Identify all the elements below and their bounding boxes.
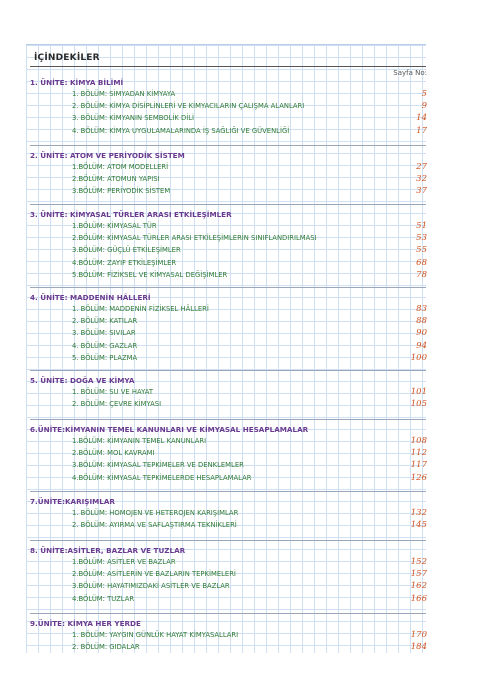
chapter-title: HOMOJEN VE HETEROJEN KARIŞIMLAR bbox=[109, 509, 239, 517]
unit-separator bbox=[30, 145, 426, 146]
chapter-page-number: 112 bbox=[410, 448, 427, 459]
chapter-row[interactable] bbox=[72, 245, 427, 255]
chapter-row[interactable] bbox=[72, 186, 427, 196]
chapter-label bbox=[72, 329, 136, 337]
chapter-title: GAZLAR bbox=[109, 341, 138, 350]
chapter-title: KİMYASAL TEPKİMELERDE HESAPLAMALAR bbox=[107, 473, 252, 482]
chapter-title: YAYGIN GÜNLÜK HAYAT KİMYASALLARI bbox=[109, 631, 239, 639]
chapter-page-number: 83 bbox=[416, 304, 427, 314]
chapter-number: 3.BÖLÜM: bbox=[72, 187, 105, 196]
chapter-label bbox=[72, 102, 304, 110]
unit-separator bbox=[30, 540, 426, 541]
chapter-title: GIDALAR bbox=[109, 643, 140, 652]
chapter-page-number: 126 bbox=[410, 472, 427, 483]
chapter-page-number: 101 bbox=[410, 387, 427, 397]
unit-heading: 1. ÜNİTE: KİMYA BİLİMİ bbox=[30, 78, 124, 87]
chapter-title: KATILAR bbox=[109, 317, 138, 326]
chapter-number: 2.BÖLÜM: bbox=[72, 175, 105, 184]
chapter-label bbox=[72, 317, 137, 325]
chapter-row[interactable] bbox=[72, 221, 427, 231]
chapter-page-number: 152 bbox=[410, 557, 427, 567]
chapter-title: ZAYIF ETKİLEŞİMLER bbox=[107, 258, 177, 267]
chapter-row[interactable] bbox=[72, 89, 427, 99]
chapter-page-number: 55 bbox=[416, 245, 427, 256]
chapter-row[interactable] bbox=[72, 594, 427, 604]
chapter-number: 3.BÖLÜM: bbox=[72, 246, 105, 255]
chapter-number: 2. BÖLÜM: bbox=[72, 317, 108, 326]
chapter-title: GÜÇLÜ ETKİLEŞİMLER bbox=[107, 246, 181, 255]
chapter-label bbox=[72, 305, 209, 313]
chapter-row[interactable] bbox=[72, 508, 427, 518]
chapter-number: 1. BÖLÜM: bbox=[72, 509, 108, 517]
chapter-page-number: 27 bbox=[416, 162, 427, 172]
chapter-label bbox=[72, 449, 154, 457]
chapter-title: ÇEVRE KİMYASI bbox=[109, 400, 162, 409]
chapter-number: 5. BÖLÜM: bbox=[72, 353, 108, 362]
page-title: İÇİNDEKİLER bbox=[34, 53, 100, 63]
unit-heading: 3. ÜNİTE: KİMYASAL TÜRLER ARASI ETKİLEŞİMLER bbox=[30, 210, 232, 219]
chapter-label bbox=[72, 558, 176, 566]
unit-separator bbox=[30, 204, 426, 205]
chapter-title: KİMYASAL TÜRLER ARASI ETKİLEŞİMLERİN SINIFLANDIRILMASI bbox=[107, 234, 317, 243]
chapter-label bbox=[72, 187, 170, 195]
chapter-page-number: 88 bbox=[416, 316, 427, 327]
chapter-number: 3.BÖLÜM: bbox=[72, 461, 105, 470]
chapter-title: ATOM MODELLERİ bbox=[107, 163, 169, 171]
chapter-number: 1.BÖLÜM: bbox=[72, 222, 105, 230]
unit-separator bbox=[30, 491, 426, 492]
chapter-row[interactable] bbox=[72, 557, 427, 567]
chapter-number: 4.BÖLÜM: bbox=[72, 473, 105, 482]
chapter-title: KİMYANIN TEMEL KANUNLARI bbox=[107, 437, 207, 445]
chapter-title: MADDENİN FİZİKSEL HÂLLERİ bbox=[109, 305, 209, 313]
unit-separator bbox=[30, 419, 426, 420]
chapter-label bbox=[72, 114, 194, 122]
chapter-label bbox=[72, 234, 317, 242]
chapter-page-number: 132 bbox=[410, 508, 427, 518]
chapter-page-number: 100 bbox=[410, 352, 427, 363]
chapter-title: KİMYASAL TÜR bbox=[107, 222, 157, 230]
chapter-label bbox=[72, 90, 175, 98]
chapter-row[interactable] bbox=[72, 399, 427, 409]
chapter-number: 2. BÖLÜM: bbox=[72, 102, 108, 111]
chapter-number: 1. BÖLÜM: bbox=[72, 388, 108, 396]
chapter-page-number: 78 bbox=[416, 269, 427, 280]
chapter-title: KİMYA UYGULAMALARINDA İŞ SAĞLIĞI VE GÜVENLİĞİ bbox=[109, 126, 290, 135]
unit-heading: 9.ÜNİTE: KİMYA HER YERDE bbox=[30, 619, 141, 628]
page-number-column-header: Sayfa No: bbox=[393, 69, 427, 77]
chapter-title: MOL KAVRAMI bbox=[107, 449, 155, 458]
chapter-number: 4. BÖLÜM: bbox=[72, 341, 108, 350]
chapter-number: 3.BÖLÜM: bbox=[72, 582, 105, 591]
chapter-page-number: 37 bbox=[416, 186, 427, 197]
chapter-title: SİMYADAN KİMYAYA bbox=[109, 90, 176, 98]
chapter-label bbox=[72, 509, 238, 517]
chapter-title: HAYATIMIZDAKİ ASİTLER VE BAZLAR bbox=[107, 582, 230, 591]
chapter-label bbox=[72, 271, 227, 279]
chapter-row[interactable] bbox=[72, 270, 427, 280]
chapter-number: 2. BÖLÜM: bbox=[72, 643, 108, 652]
chapter-label bbox=[72, 582, 230, 590]
chapter-page-number: 105 bbox=[410, 399, 427, 410]
unit-heading: 6.ÜNİTE:KİMYANIN TEMEL KANUNLARI VE KİMYASAL HESAPLAMALAR bbox=[30, 425, 309, 434]
chapter-title: ASİTLERİN VE BAZLARIN TEPKİMELERİ bbox=[107, 570, 236, 579]
chapter-label bbox=[72, 354, 137, 362]
chapter-number: 1.BÖLÜM: bbox=[72, 163, 105, 171]
chapter-title: KİMYA DİSİPLİNLERİ VE KİMYACILARIN ÇALIŞMA ALANLARI bbox=[109, 102, 305, 111]
chapter-row[interactable] bbox=[72, 460, 427, 470]
chapter-title: KİMYANIN SEMBOLİK DİLİ bbox=[109, 114, 195, 123]
chapter-title: SIVILAR bbox=[109, 329, 136, 338]
chapter-row[interactable] bbox=[72, 126, 427, 136]
chapter-number: 2. BÖLÜM: bbox=[72, 400, 108, 409]
chapter-row[interactable] bbox=[72, 387, 427, 397]
chapter-title: ASİTLER VE BAZLAR bbox=[107, 558, 176, 566]
chapter-page-number: 90 bbox=[416, 328, 427, 339]
chapter-number: 1.BÖLÜM: bbox=[72, 437, 105, 445]
chapter-label bbox=[72, 163, 168, 171]
chapter-number: 1. BÖLÜM: bbox=[72, 90, 108, 98]
chapter-title: PERİYODİK SİSTEM bbox=[107, 187, 171, 196]
chapter-row[interactable] bbox=[72, 316, 427, 326]
unit-heading: 4. ÜNİTE: MADDENİN HÂLLERİ bbox=[30, 293, 151, 302]
chapter-number: 4. BÖLÜM: bbox=[72, 126, 108, 135]
chapter-page-number: 108 bbox=[410, 436, 427, 446]
unit-separator bbox=[30, 613, 426, 614]
chapter-row[interactable] bbox=[72, 174, 427, 184]
chapter-row[interactable] bbox=[72, 353, 427, 363]
chapter-label bbox=[72, 521, 237, 529]
chapter-page-number: 166 bbox=[410, 593, 427, 604]
chapter-row[interactable] bbox=[72, 233, 427, 243]
unit-heading: 8. ÜNİTE:ASİTLER, BAZLAR VE TUZLAR bbox=[30, 546, 186, 555]
chapter-number: 1. BÖLÜM: bbox=[72, 631, 108, 639]
chapter-label bbox=[72, 643, 140, 651]
chapter-label bbox=[72, 175, 160, 183]
chapter-title: SU VE HAYAT bbox=[109, 388, 153, 396]
unit-separator bbox=[30, 370, 426, 371]
chapter-row[interactable] bbox=[72, 258, 427, 268]
chapter-label bbox=[72, 461, 244, 469]
unit-heading: 5. ÜNİTE: DOĞA VE KİMYA bbox=[30, 376, 135, 385]
chapter-number: 2.BÖLÜM: bbox=[72, 570, 105, 579]
chapter-row[interactable] bbox=[72, 162, 427, 172]
chapter-number: 2.BÖLÜM: bbox=[72, 449, 105, 458]
unit-heading: 7.ÜNİTE:KARIŞIMLAR bbox=[30, 497, 115, 506]
chapter-row[interactable] bbox=[72, 113, 427, 123]
chapter-row[interactable] bbox=[72, 448, 427, 458]
chapter-title: PLAZMA bbox=[109, 353, 138, 362]
chapter-page-number: 5 bbox=[421, 89, 427, 99]
chapter-row[interactable] bbox=[72, 520, 427, 530]
chapter-row[interactable] bbox=[72, 101, 427, 111]
chapter-page-number: 157 bbox=[410, 569, 427, 580]
chapter-page-number: 184 bbox=[410, 642, 427, 653]
chapter-label bbox=[72, 474, 251, 482]
chapter-row[interactable] bbox=[72, 569, 427, 579]
chapter-number: 5.BÖLÜM: bbox=[72, 270, 105, 279]
unit-heading: 2. ÜNİTE: ATOM VE PERİYODİK SİSTEM bbox=[30, 151, 185, 160]
chapter-row[interactable] bbox=[72, 436, 427, 446]
chapter-page-number: 17 bbox=[416, 125, 427, 136]
chapter-page-number: 94 bbox=[416, 340, 427, 351]
chapter-label bbox=[72, 570, 236, 578]
chapter-label bbox=[72, 342, 137, 350]
chapter-number: 2. BÖLÜM: bbox=[72, 521, 108, 530]
chapter-page-number: 32 bbox=[416, 174, 427, 185]
chapter-title: FİZİKSEL VE KİMYASAL DEĞİŞİMLER bbox=[107, 270, 228, 279]
chapter-title: AYIRMA VE SAFLAŞTIRMA TEKNİKLERİ bbox=[109, 521, 237, 530]
chapter-label bbox=[72, 631, 238, 639]
chapter-page-number: 170 bbox=[410, 630, 427, 640]
chapter-row[interactable] bbox=[72, 581, 427, 591]
chapter-label bbox=[72, 595, 134, 603]
chapter-row[interactable] bbox=[72, 328, 427, 338]
chapter-page-number: 162 bbox=[410, 581, 427, 592]
chapter-label bbox=[72, 437, 206, 445]
chapter-label bbox=[72, 259, 176, 267]
chapter-label bbox=[72, 246, 181, 254]
chapter-row[interactable] bbox=[72, 473, 427, 483]
chapter-row[interactable] bbox=[72, 341, 427, 351]
chapter-label bbox=[72, 388, 153, 396]
chapter-number: 1. BÖLÜM: bbox=[72, 305, 108, 313]
chapter-number: 4.BÖLÜM: bbox=[72, 594, 105, 603]
chapter-title: ATOMUN YAPISI bbox=[107, 175, 160, 184]
chapter-page-number: 9 bbox=[421, 101, 427, 112]
chapter-title: TUZLAR bbox=[107, 594, 135, 603]
chapter-row[interactable] bbox=[72, 630, 427, 640]
chapter-page-number: 14 bbox=[416, 113, 427, 124]
unit-separator bbox=[30, 287, 426, 288]
chapter-page-number: 117 bbox=[410, 460, 427, 471]
chapter-row[interactable] bbox=[72, 304, 427, 314]
chapter-number: 3. BÖLÜM: bbox=[72, 114, 108, 123]
chapter-number: 2.BÖLÜM: bbox=[72, 234, 105, 243]
chapter-title: KİMYASAL TEPKİMELER VE DENKLEMLER bbox=[107, 461, 244, 470]
title-divider bbox=[30, 66, 426, 67]
chapter-label bbox=[72, 127, 289, 135]
chapter-number: 3. BÖLÜM: bbox=[72, 329, 108, 338]
chapter-label bbox=[72, 222, 157, 230]
chapter-page-number: 145 bbox=[410, 520, 427, 531]
chapter-number: 1.BÖLÜM: bbox=[72, 558, 105, 566]
chapter-row[interactable] bbox=[72, 642, 427, 652]
chapter-number: 4.BÖLÜM: bbox=[72, 258, 105, 267]
chapter-page-number: 53 bbox=[416, 233, 427, 244]
chapter-page-number: 68 bbox=[416, 257, 427, 268]
chapter-page-number: 51 bbox=[416, 221, 427, 231]
chapter-label bbox=[72, 400, 161, 408]
